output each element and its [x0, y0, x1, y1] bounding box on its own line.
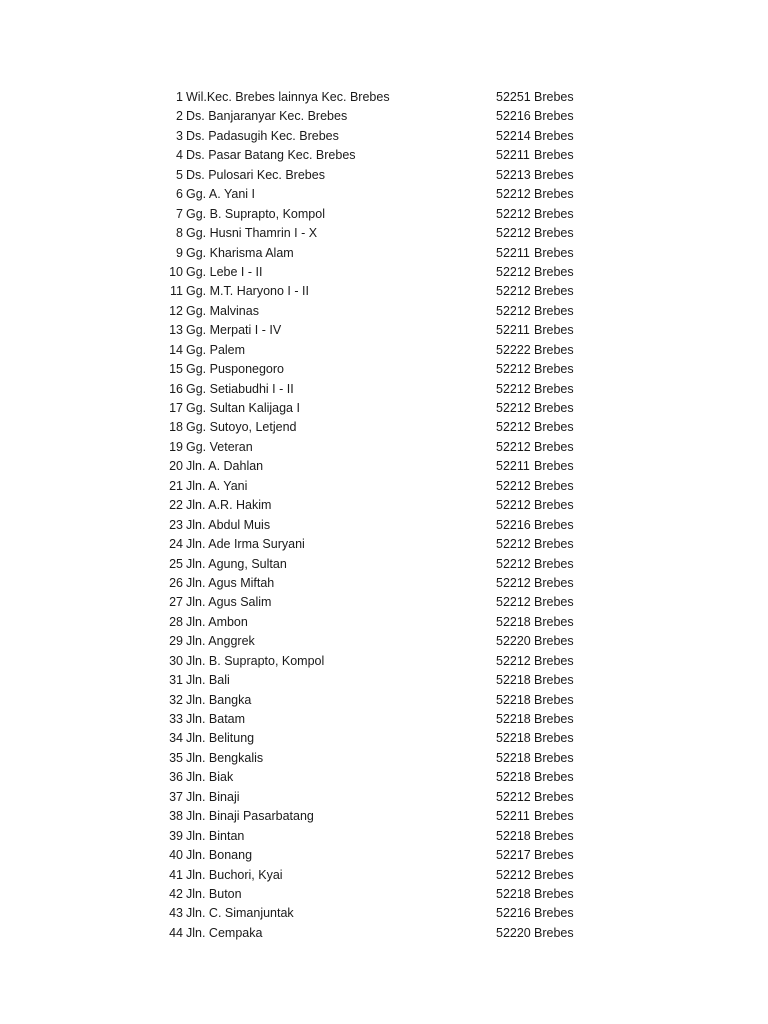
table-row: [0, 613, 768, 632]
postal-code: 52212: [496, 420, 531, 435]
city-name: Brebes: [534, 401, 574, 415]
table-row: [0, 710, 768, 729]
postal-code: 52212: [496, 595, 531, 610]
postal-code-table: [0, 88, 768, 943]
table-row: [0, 827, 768, 846]
table-row: [0, 127, 768, 146]
city-name: Brebes: [534, 673, 574, 688]
street-name: Jln. Buton: [186, 886, 242, 901]
postal-code: 52220: [496, 925, 531, 940]
row-number: 11: [170, 284, 183, 299]
row-number: 13: [169, 323, 183, 338]
row-number: 34: [169, 731, 183, 746]
postal-code: 52212: [496, 498, 531, 513]
city-name: Brebes: [534, 556, 574, 571]
table-row: [0, 321, 768, 340]
postal-code: 52212: [496, 401, 531, 415]
street-name: Gg. Merpati I - IV: [186, 323, 282, 338]
street-name: Wil.Kec. Brebes lainnya Kec. Brebes: [186, 90, 390, 104]
city-name: Brebes: [534, 809, 574, 824]
street-name: Jln. B. Suprapto, Kompol: [186, 653, 325, 668]
street-name: Jln. Biak: [186, 770, 234, 785]
postal-code: 52218: [496, 673, 531, 688]
street-name: Jln. Agung, Sultan: [186, 556, 287, 571]
row-number: 12: [169, 303, 183, 318]
postal-code: 52220: [496, 634, 531, 649]
table-row: [0, 88, 768, 107]
row-number: 26: [169, 575, 183, 590]
postal-code: 52251: [496, 90, 531, 104]
row-number: 20: [169, 459, 183, 474]
row-number: 22: [169, 498, 183, 513]
postal-code: 52218: [496, 692, 531, 707]
row-number: 5: [176, 167, 183, 182]
street-name: Gg. M.T. Haryono I - II: [186, 284, 309, 299]
table-row: [0, 380, 768, 399]
street-name: Jln. A.R. Hakim: [186, 498, 272, 513]
row-number: 35: [169, 750, 183, 765]
row-number: 10: [169, 264, 183, 279]
row-number: 36: [169, 770, 183, 785]
city-name: Brebes: [534, 925, 574, 940]
postal-code: 52212: [496, 556, 531, 571]
city-name: Brebes: [534, 303, 574, 318]
street-name: Gg. Sutoyo, Letjend: [186, 420, 297, 435]
postal-code: 52218: [496, 886, 531, 901]
postal-code: 52218: [496, 614, 531, 629]
city-name: Brebes: [534, 867, 574, 882]
city-name: Brebes: [534, 653, 574, 668]
row-number: 29: [169, 634, 183, 649]
table-row: [0, 924, 768, 943]
street-name: Jln. Batam: [186, 712, 246, 726]
table-row: [0, 224, 768, 243]
row-number: 42: [169, 886, 183, 901]
city-name: Brebes: [534, 187, 574, 202]
table-row: [0, 632, 768, 651]
street-name: Jln. Bengkalis: [186, 750, 264, 765]
row-number: 40: [169, 848, 183, 863]
table-row: [0, 885, 768, 904]
city-name: Brebes: [534, 128, 574, 143]
city-name: Brebes: [534, 848, 574, 863]
city-name: Brebes: [534, 886, 574, 901]
table-row: [0, 302, 768, 321]
postal-code: 52217: [496, 848, 531, 863]
city-name: Brebes: [534, 226, 574, 241]
table-row: [0, 107, 768, 126]
row-number: 14: [169, 342, 183, 357]
street-name: Gg. A. Yani I: [186, 187, 256, 202]
postal-code: 52212: [496, 537, 531, 552]
street-name: Gg. B. Suprapto, Kompol: [186, 206, 325, 221]
table-row: [0, 244, 768, 263]
table-row: [0, 282, 768, 301]
table-row: [0, 457, 768, 476]
city-name: Brebes: [534, 731, 574, 746]
postal-code: 52212: [496, 206, 531, 221]
street-name: Jln. Cempaka: [186, 925, 263, 940]
street-name: Ds. Banjaranyar Kec. Brebes: [186, 109, 348, 124]
table-row: [0, 555, 768, 574]
postal-code: 52212: [496, 867, 531, 882]
table-row: [0, 846, 768, 865]
street-name: Gg. Veteran: [186, 439, 253, 454]
city-name: Brebes: [534, 537, 574, 552]
table-row: [0, 574, 768, 593]
city-name: Brebes: [534, 148, 574, 163]
table-row: [0, 360, 768, 379]
row-number: 17: [169, 401, 183, 415]
table-row: [0, 904, 768, 923]
city-name: Brebes: [534, 498, 574, 513]
postal-code: 52218: [496, 712, 531, 726]
city-name: Brebes: [534, 323, 574, 338]
city-name: Brebes: [534, 245, 574, 260]
postal-code: 52212: [496, 381, 531, 396]
postal-code: 52218: [496, 770, 531, 785]
table-row: [0, 691, 768, 710]
row-number: 31: [169, 673, 183, 688]
city-name: Brebes: [534, 634, 574, 649]
postal-code: 52212: [496, 187, 531, 202]
postal-code: 52212: [496, 303, 531, 318]
city-name: Brebes: [534, 284, 574, 299]
city-name: Brebes: [534, 381, 574, 396]
street-name: Jln. Agus Salim: [186, 595, 272, 610]
city-name: Brebes: [534, 342, 574, 357]
postal-code: 52211: [496, 809, 530, 824]
row-number: 28: [169, 614, 183, 629]
table-row: [0, 593, 768, 612]
row-number: 43: [169, 906, 183, 921]
row-number: 37: [169, 789, 183, 804]
table-row: [0, 516, 768, 535]
street-name: Gg. Pusponegoro: [186, 362, 284, 377]
postal-code: 52211: [496, 148, 530, 163]
row-number: 3: [176, 128, 183, 143]
table-row: [0, 807, 768, 826]
city-name: Brebes: [534, 439, 574, 454]
postal-code: 52211: [496, 245, 530, 260]
postal-code: 52212: [496, 226, 531, 241]
city-name: Brebes: [534, 906, 574, 921]
table-row: [0, 146, 768, 165]
street-name: Jln. Abdul Muis: [186, 517, 271, 532]
city-name: Brebes: [534, 828, 574, 843]
table-row: [0, 418, 768, 437]
city-name: Brebes: [534, 459, 574, 474]
row-number: 41: [169, 867, 183, 882]
table-row: [0, 729, 768, 748]
street-name: Jln. Bonang: [186, 848, 253, 863]
city-name: Brebes: [534, 478, 574, 493]
postal-code: 52213: [496, 167, 531, 182]
street-name: Gg. Setiabudhi I - II: [186, 381, 294, 396]
row-number: 24: [169, 537, 183, 552]
table-row: [0, 788, 768, 807]
city-name: Brebes: [534, 750, 574, 765]
row-number: 1: [176, 90, 183, 104]
city-name: Brebes: [534, 595, 574, 610]
street-name: Ds. Pulosari Kec. Brebes: [186, 167, 325, 182]
street-name: Jln. Ade Irma Suryani: [186, 537, 305, 552]
street-name: Ds. Pasar Batang Kec. Brebes: [186, 148, 356, 163]
street-name: Jln. A. Dahlan: [186, 459, 264, 474]
postal-code: 52212: [496, 439, 531, 454]
city-name: Brebes: [534, 692, 574, 707]
street-name: Jln. Binaji Pasarbatang: [186, 809, 314, 824]
row-number: 25: [169, 556, 183, 571]
row-number: 27: [169, 595, 183, 610]
city-name: Brebes: [534, 575, 574, 590]
street-name: Gg. Lebe I - II: [186, 264, 263, 279]
row-number: 44: [169, 925, 183, 940]
table-row: [0, 496, 768, 515]
city-name: Brebes: [534, 362, 574, 377]
city-name: Brebes: [534, 614, 574, 629]
postal-code: 52212: [496, 575, 531, 590]
table-row: [0, 671, 768, 690]
row-number: 39: [169, 828, 183, 843]
postal-code: 52212: [496, 478, 531, 493]
table-row: [0, 768, 768, 787]
city-name: Brebes: [534, 712, 574, 726]
city-name: Brebes: [534, 420, 574, 435]
table-row: [0, 438, 768, 457]
table-row: [0, 341, 768, 360]
table-row: [0, 866, 768, 885]
street-name: Gg. Palem: [186, 342, 246, 357]
street-name: Jln. Belitung: [186, 731, 255, 746]
row-number: 38: [169, 809, 183, 824]
postal-code: 52218: [496, 750, 531, 765]
row-number: 30: [169, 653, 183, 668]
postal-code: 52211: [496, 323, 530, 338]
table-row: [0, 166, 768, 185]
table-row: [0, 749, 768, 768]
table-row: [0, 185, 768, 204]
postal-code: 52218: [496, 731, 531, 746]
row-number: 19: [169, 439, 183, 454]
city-name: Brebes: [534, 206, 574, 221]
street-name: Gg. Kharisma Alam: [186, 245, 294, 260]
city-name: Brebes: [534, 167, 574, 182]
row-number: 15: [169, 362, 183, 377]
city-name: Brebes: [534, 109, 574, 124]
street-name: Jln. Ambon: [186, 614, 248, 629]
table-row: [0, 263, 768, 282]
street-name: Jln. Bali: [186, 673, 230, 688]
city-name: Brebes: [534, 517, 574, 532]
postal-code: 52212: [496, 789, 531, 804]
postal-code: 52211: [496, 459, 530, 474]
row-number: 18: [169, 420, 183, 435]
street-name: Jln. Buchori, Kyai: [186, 867, 283, 882]
row-number: 9: [176, 245, 183, 260]
street-name: Jln. Binaji: [186, 789, 240, 804]
postal-code: 52222: [496, 342, 531, 357]
postal-code: 52216: [496, 906, 531, 921]
street-name: Jln. Anggrek: [186, 634, 255, 649]
city-name: Brebes: [534, 770, 574, 785]
row-number: 32: [169, 692, 183, 707]
postal-code: 52212: [496, 653, 531, 668]
postal-code: 52216: [496, 109, 531, 124]
postal-code: 52214: [496, 128, 531, 143]
street-name: Jln. Bangka: [186, 692, 252, 707]
street-name: Gg. Husni Thamrin I - X: [186, 226, 318, 241]
row-number: 6: [176, 187, 183, 202]
row-number: 2: [176, 109, 183, 124]
city-name: Brebes: [534, 789, 574, 804]
table-row: [0, 652, 768, 671]
postal-code: 52218: [496, 828, 531, 843]
street-name: Gg. Sultan Kalijaga I: [186, 401, 300, 415]
row-number: 33: [169, 712, 183, 726]
row-number: 8: [176, 226, 183, 241]
table-row: [0, 205, 768, 224]
street-name: Gg. Malvinas: [186, 303, 259, 318]
city-name: Brebes: [534, 90, 574, 104]
postal-code: 52212: [496, 264, 531, 279]
street-name: Jln. Bintan: [186, 828, 245, 843]
postal-code: 52216: [496, 517, 531, 532]
row-number: 16: [169, 381, 183, 396]
row-number: 21: [169, 478, 183, 493]
row-number: 4: [176, 148, 183, 163]
table-row: [0, 399, 768, 418]
table-row: [0, 535, 768, 554]
street-name: Jln. A. Yani: [186, 478, 248, 493]
street-name: Jln. Agus Miftah: [186, 575, 275, 590]
city-name: Brebes: [534, 264, 574, 279]
postal-code: 52212: [496, 362, 531, 377]
row-number: 23: [169, 517, 183, 532]
table-row: [0, 477, 768, 496]
street-name: Ds. Padasugih Kec. Brebes: [186, 128, 339, 143]
postal-code: 52212: [496, 284, 531, 299]
row-number: 7: [176, 206, 183, 221]
street-name: Jln. C. Simanjuntak: [186, 906, 294, 921]
